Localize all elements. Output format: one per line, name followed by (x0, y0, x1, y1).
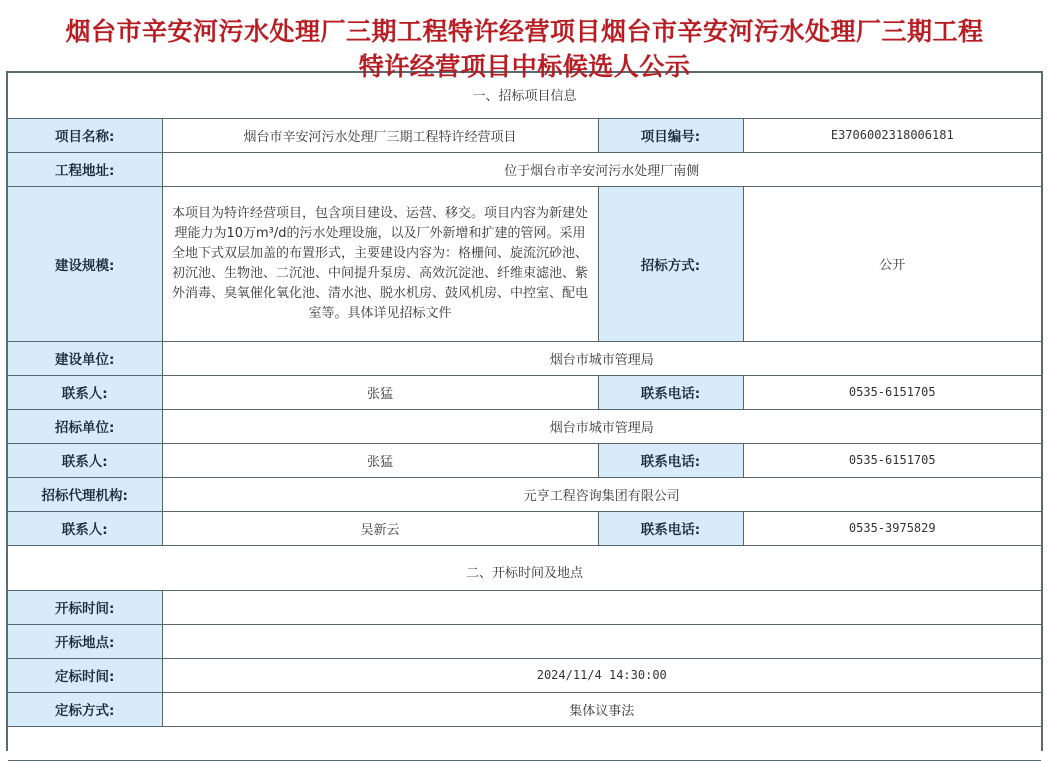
tenderer-phone-label: 联系电话: (598, 443, 743, 477)
method-label: 招标方式: (598, 186, 743, 341)
agency-contact-label: 联系人: (8, 511, 162, 545)
table-row (8, 692, 1041, 726)
table-row (8, 590, 1041, 624)
open-time-label: 开标时间: (8, 590, 162, 624)
scale-value: 本项目为特许经营项目，包含项目建设、运营、移交。项目内容为新建处理能力为10万m³/d的污水处理设施，以及厂外新增和扩建的管网。采用全地下式双层加盖的布置形式，主要建设内容为：格栅间、旋流沉砂池、初沉池、生物池、二沉池、中间提升泵房、高效沉淀池、纤维束滤池、紫外消毒、臭氧催化氧化池、清水池、脱水机房、鼓风机房、中控室、配电室等。具体详见招标文件 (162, 186, 598, 341)
table-row (8, 341, 1041, 375)
announcement-table (6, 71, 1043, 751)
title-line-1: 烟台市辛安河污水处理厂三期工程特许经营项目烟台市辛安河污水处理厂三期工程 (65, 17, 984, 46)
table-row-continuation (8, 726, 1041, 760)
builder-label: 建设单位: (8, 341, 162, 375)
decision-time-value: 2024/11/4 14:30:00 (162, 658, 1041, 692)
continuation-cell (8, 726, 1041, 760)
table-row (8, 118, 1041, 152)
builder-contact-value: 张猛 (162, 375, 598, 409)
table-row (8, 658, 1041, 692)
agency-contact-value: 吴新云 (162, 511, 598, 545)
project-name-label: 项目名称: (8, 118, 162, 152)
open-place-value (162, 624, 1041, 658)
decision-method-label: 定标方式: (8, 692, 162, 726)
scale-label: 建设规模: (8, 186, 162, 341)
project-name-value: 烟台市辛安河污水处理厂三期工程特许经营项目 (162, 118, 598, 152)
decision-time-label: 定标时间: (8, 658, 162, 692)
table-row (8, 511, 1041, 545)
page-title (0, 14, 1049, 84)
agency-value: 元亨工程咨询集团有限公司 (162, 477, 1041, 511)
project-code-value: E3706002318006181 (743, 118, 1041, 152)
table-row (8, 409, 1041, 443)
table-row (8, 477, 1041, 511)
builder-phone-value: 0535-6151705 (743, 375, 1041, 409)
tenderer-value: 烟台市城市管理局 (162, 409, 1041, 443)
address-value: 位于烟台市辛安河污水处理厂南侧 (162, 152, 1041, 186)
section-2-header-row (8, 545, 1041, 590)
table-row (8, 624, 1041, 658)
builder-phone-label: 联系电话: (598, 375, 743, 409)
section-2-heading: 二、开标时间及地点 (8, 545, 1041, 590)
table-row (8, 152, 1041, 186)
decision-method-value: 集体议事法 (162, 692, 1041, 726)
section-1-heading: 一、招标项目信息 (8, 73, 1041, 118)
tenderer-contact-value: 张猛 (162, 443, 598, 477)
table-row (8, 375, 1041, 409)
tenderer-label: 招标单位: (8, 409, 162, 443)
project-code-label: 项目编号: (598, 118, 743, 152)
method-value: 公开 (743, 186, 1041, 341)
open-time-value (162, 590, 1041, 624)
agency-phone-value: 0535-3975829 (743, 511, 1041, 545)
builder-value: 烟台市城市管理局 (162, 341, 1041, 375)
title-line-2: 特许经营项目中标候选人公示 (358, 52, 691, 81)
agency-label: 招标代理机构: (8, 477, 162, 511)
address-label: 工程地址: (8, 152, 162, 186)
open-place-label: 开标地点: (8, 624, 162, 658)
agency-phone-label: 联系电话: (598, 511, 743, 545)
tenderer-contact-label: 联系人: (8, 443, 162, 477)
table-row (8, 443, 1041, 477)
builder-contact-label: 联系人: (8, 375, 162, 409)
tenderer-phone-value: 0535-6151705 (743, 443, 1041, 477)
table-row (8, 186, 1041, 341)
